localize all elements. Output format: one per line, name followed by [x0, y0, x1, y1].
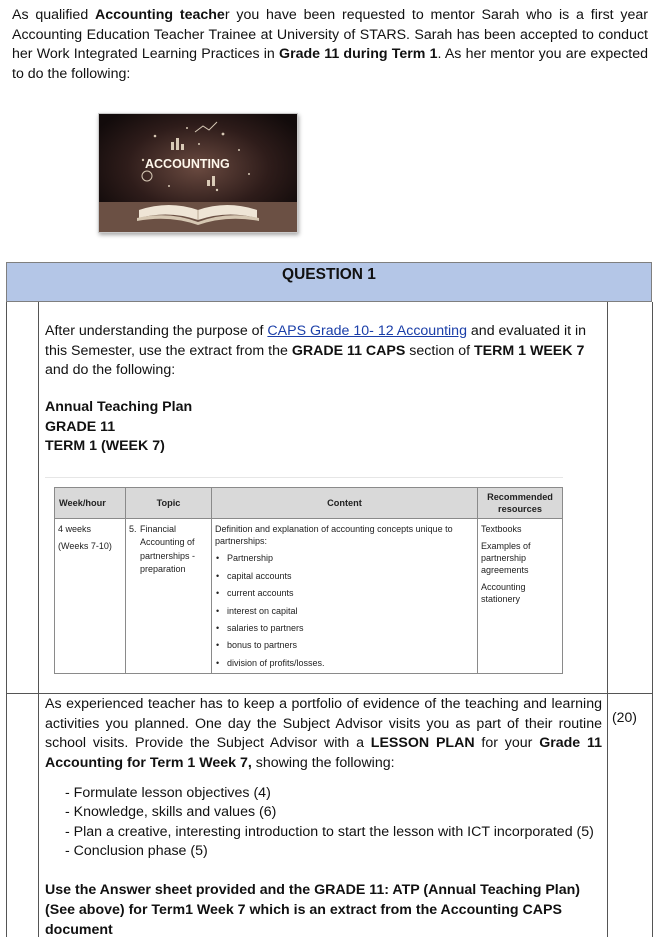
atp-term: TERM 1 (WEEK 7): [45, 438, 165, 454]
para2-text-3: showing the following:: [251, 754, 395, 771]
table-border-number-col: [38, 302, 39, 937]
content-item: • salaries to partners: [227, 622, 474, 634]
caps-extract-table: [54, 487, 562, 673]
header-resources: Recommended resources: [478, 488, 563, 519]
atp-heading: [45, 398, 192, 457]
content-item: • interest on capital: [227, 605, 474, 617]
requirement-item: - Conclusion phase (5): [65, 842, 208, 859]
answer-sheet-instruction: Use the Answer sheet provided and the GRADE 11: ATP (Annual Teaching Plan) (See above) for Term1 Week 7 which is an extract from the Accounting CAPS document: [45, 882, 581, 938]
question-header: [6, 262, 652, 302]
content-list: [215, 552, 474, 668]
instruction-paragraph: [45, 322, 603, 381]
content-intro: Definition and explanation of accounting concepts unique to partnerships:: [215, 524, 453, 546]
resource-item: Accounting stationery: [481, 582, 526, 604]
para2-bold-1: LESSON PLAN: [370, 735, 475, 752]
content-item: • capital accounts: [227, 570, 474, 582]
content-item: • Partnership: [227, 552, 474, 564]
para1-bold-2: TERM 1 WEEK 7: [473, 342, 585, 359]
intro-text-1: As qualified: [12, 7, 96, 23]
header-week: Week/hour: [55, 488, 126, 519]
week-range: (Weeks 7-10): [58, 541, 112, 551]
week-duration: 4 weeks: [58, 524, 92, 534]
requirements-list: [65, 784, 594, 861]
content-item: • division of profits/losses.: [227, 657, 474, 669]
para2-text-1: As experienced teacher has to keep a portfolio of evidence of the teaching and learning activities you planned. One day the Subject Advisor visits you as part of their routine school visits. Provide the Subject Advisor with a: [45, 696, 602, 752]
requirement-item: - Plan a creative, interesting introduction to start the lesson with ICT incorporated (5): [65, 823, 594, 840]
para1-text-4: and do the following:: [45, 362, 176, 379]
content-item: • current accounts: [227, 587, 474, 599]
intro-text-3: . As her mentor you are expected to do the following:: [12, 46, 648, 82]
para1-bold-1: GRADE 11 CAPS: [291, 342, 406, 359]
atp-grade: GRADE 11: [45, 418, 116, 435]
intro-text-2: r you have been requested to mentor Sarah who is a first year Accounting Education Teacher Trainee at University of STARS. Sarah has been accepted to conduct her Work Integrated Learning Practices in: [12, 7, 649, 63]
requirement-item: - Formulate lesson objectives (4): [65, 785, 271, 801]
question-title: QUESTION 1: [282, 266, 376, 283]
intro-bold-2: Grade 11 during Term 1: [279, 46, 438, 63]
header-content: Content: [212, 488, 478, 519]
header-topic: Topic: [126, 488, 212, 519]
para1-text-3: section of: [405, 342, 474, 359]
para1-text-1: After understanding the purpose of: [45, 323, 268, 339]
topic-cell: [126, 519, 212, 674]
resource-item: Examples of partnership agreements: [481, 541, 531, 575]
caps-extract-top-edge: [45, 477, 563, 478]
intro-bold-1: Accounting teache: [95, 7, 225, 23]
content-item: • bonus to partners: [227, 639, 474, 651]
lesson-plan-paragraph: [45, 695, 602, 773]
para1-text-2: and evaluated it in this Semester, use the extract from the: [45, 323, 587, 359]
table-row-divider: [6, 693, 653, 694]
requirement-item: - Knowledge, skills and values (6): [65, 804, 277, 821]
topic-number: 5.: [129, 524, 137, 534]
para2-bold-2: Grade 11 Accounting for Term 1 Week 7,: [45, 735, 603, 771]
content-cell: [212, 519, 478, 674]
para2-text-2: for your: [474, 735, 540, 752]
topic-text: Financial Accounting of partnerships - preparation: [140, 524, 196, 574]
table-border-left: [6, 302, 7, 937]
hero-image-text: ACCOUNTING: [145, 157, 230, 171]
week-cell: [55, 519, 126, 674]
atp-title: Annual Teaching Plan: [45, 399, 193, 415]
intro-paragraph: [12, 6, 648, 84]
question-marks: (20): [612, 709, 637, 725]
table-border-right: [652, 302, 653, 937]
caps-accounting-link[interactable]: CAPS Grade 10- 12 Accounting: [267, 323, 467, 339]
table-border-marks-col: [607, 302, 608, 937]
accounting-book-image: [98, 113, 298, 233]
resource-item: Textbooks: [481, 524, 522, 534]
resources-cell: [478, 519, 563, 674]
